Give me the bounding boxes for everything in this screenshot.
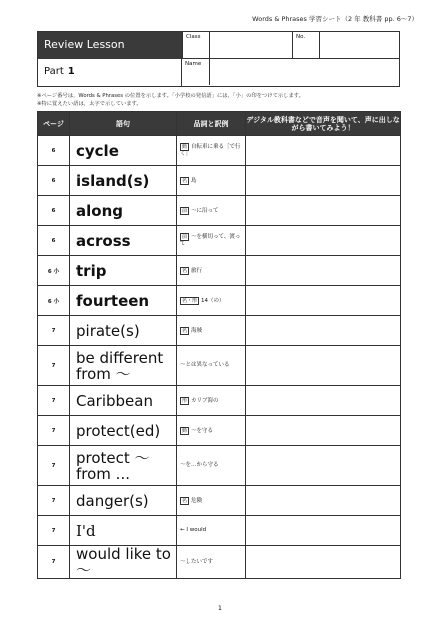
row-meaning [177,256,246,286]
practice-cell[interactable] [246,256,401,286]
pos-tag: 動 [182,144,188,150]
practice-cell[interactable] [246,386,401,416]
row-meaning: ～を…から守る [177,446,246,486]
row-page: 6 [38,196,70,226]
meaning-text: 島 [191,177,197,184]
row-term: Caribbean [70,386,177,416]
row-page: 7 [38,546,70,579]
table-row [38,196,401,226]
pos-tag: 前 [182,207,188,214]
table-row [38,546,401,579]
meaning-text: 危険 [191,497,203,504]
sheet-title: Words & Phrases 学習シート（2 年 教科書 pp. 6～7） [252,15,418,23]
row-term: trip [70,256,177,286]
row-meaning: ～とは異なっている [177,346,246,386]
table-row [38,166,401,196]
practice-cell[interactable] [246,416,401,446]
pos-tag: 前 [182,234,188,240]
table-row [38,386,401,416]
meaning-text: ～を横切って、渡って [180,234,241,247]
no-label: No. [292,32,320,58]
note-1: ※ページ番号は，Words & Phrases の位置を示します。「小学校の発信語」には，「小」の印をつけて示します。 [37,93,304,99]
table-row [38,286,401,316]
row-page: 7 [38,416,70,446]
table-header [38,112,401,136]
table-row [38,256,401,286]
lesson-title: Review Lesson [38,32,182,59]
pos-tag: 名 [182,177,188,184]
row-term: I'd [70,516,177,546]
row-term: fourteen [70,286,177,316]
header-row-2 [38,59,399,86]
row-page: 6 [38,166,70,196]
name-label: Name [182,59,210,85]
practice-cell[interactable] [246,316,401,346]
row-meaning [177,196,246,226]
row-meaning [177,316,246,346]
row-meaning [177,166,246,196]
class-label: Class [182,32,210,58]
practice-cell[interactable] [246,226,401,256]
row-page: 7 [38,446,70,486]
practice-cell[interactable] [246,346,401,386]
row-meaning [177,486,246,516]
table-row [38,446,401,486]
practice-cell[interactable] [246,196,401,226]
meaning-text: ～を守る [191,427,214,434]
practice-cell[interactable] [246,446,401,486]
page-number: 1 [217,604,223,612]
practice-cell[interactable] [246,136,401,166]
row-page: 7 [38,346,70,386]
row-page: 7 [38,386,70,416]
row-term: island(s) [70,166,177,196]
col-meaning: 品詞と訳例 [177,112,246,136]
name-field[interactable] [210,59,401,85]
header-box [37,31,400,87]
row-page: 7 [38,486,70,516]
practice-cell[interactable] [246,286,401,316]
pos-tag: 名 [182,267,188,274]
table-row [38,226,401,256]
part-number: 1 [67,66,75,77]
table-row [38,416,401,446]
row-term: protect ～ from ... [70,446,177,486]
meaning-text: ～に沿って [191,207,219,214]
table-row [38,346,401,386]
practice-cell[interactable] [246,166,401,196]
note-2: ※特に覚えたい語は，太字で示しています。 [37,100,142,107]
row-meaning: ～したいです [177,546,246,579]
table-row [38,486,401,516]
row-term: cycle [70,136,177,166]
row-term: danger(s) [70,486,177,516]
row-term: pirate(s) [70,316,177,346]
row-term: along [70,196,177,226]
practice-cell[interactable] [246,486,401,516]
row-term: be different from ～ [70,346,177,386]
row-page: 6 [38,226,70,256]
pos-tag: 動 [182,427,188,434]
row-page: 7 [38,316,70,346]
meaning-text: 旅行 [191,267,203,274]
header-row-1 [38,32,399,59]
row-page: 6 小 [38,256,70,286]
notes [37,93,304,108]
row-term: protect(ed) [70,416,177,446]
practice-cell[interactable] [246,546,401,579]
pos-tag: 名 [182,327,188,334]
practice-cell[interactable] [246,516,401,546]
row-meaning [177,416,246,446]
col-term: 語句 [70,112,177,136]
table-row [38,136,401,166]
pos-tag: 形 [182,397,188,404]
row-meaning: ← I would [177,516,246,546]
col-practice: デジタル教科書などで音声を聞いて、声に出しながら書いてみよう！ [246,112,401,136]
meaning-text: 14（の） [201,297,225,304]
pos-tag: 名・形 [182,297,198,304]
meaning-text: カリブ海の [191,397,219,404]
row-page: 6 小 [38,286,70,316]
pos-tag: 名 [182,497,188,504]
row-meaning [177,136,246,166]
row-term: across [70,226,177,256]
meaning-text: 自転車に乗る［で行く］ [180,144,241,157]
table-row [38,316,401,346]
col-page: ページ [38,112,70,136]
row-meaning [177,286,246,316]
class-field[interactable] [210,32,292,58]
part-cell [38,59,182,86]
row-term: would like to ～ [70,546,177,579]
row-page: 6 [38,136,70,166]
row-meaning [177,386,246,416]
table-row [38,516,401,546]
no-field[interactable] [320,32,401,58]
meaning-text: 海賊 [191,327,203,334]
vocab-table [37,111,401,579]
row-page: 7 [38,516,70,546]
part-label: Part [44,66,64,77]
row-meaning [177,226,246,256]
